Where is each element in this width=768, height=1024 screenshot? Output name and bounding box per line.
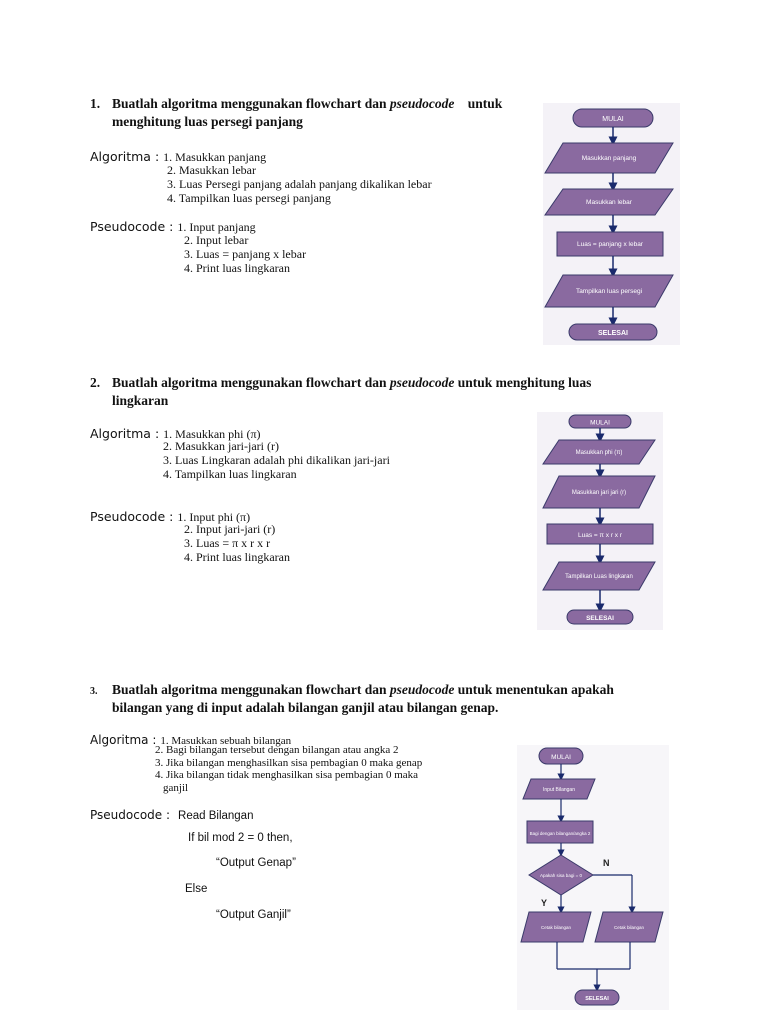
q1-pseudocode-label: Pseudocode [90,219,166,234]
q1-fc-end-label: SELESAI [598,330,628,337]
q3-algo-step-4: 4. Jika bilangan tidak menghasilkan sisa pembagian 0 maka [155,769,419,781]
q3-fc-decision-label: Apakah sisa bagi = 0 [540,873,582,878]
q2-pseudo-step-3: 3. Luas = π x r x r [184,536,271,550]
q3-title-b: untuk menentukan apakah [457,682,614,697]
q3-fc-input-label: Input Bilangan [543,787,575,793]
q3-pseudo-line-2: If bil mod 2 = 0 then, [188,832,293,844]
q1-fc-input2 [545,189,673,215]
q1-fc-input1 [545,143,673,173]
q2-pseudocode: Pseudocode : 1. Input phi (π) [90,509,251,524]
q3-algo-step-4-cont: ganjil [163,781,189,794]
q3-pseudo-line-1: Read Bilangan [178,810,254,822]
q2-fc-output-label: Tampilkan Luas lingkaran [565,574,633,580]
q3-fc-process [527,821,593,843]
q3-flowchart [517,745,669,1010]
q3-fc-process-label: Bagi dengan bilangan/angka 2 [529,831,591,836]
q2-pseudo-steps [184,522,290,564]
q3-pseudo-line-3: “Output Genap” [216,857,296,869]
q1-fc-input2-label: Masukkan lebar [586,199,632,206]
q3-fc-no-label: N [603,858,610,868]
q1-algo-step-1: 1. Masukkan panjang [163,150,267,164]
q3-pseudo-line-5: “Output Ganjil” [216,909,291,921]
q3-algoritma-label: Algoritma [90,733,149,747]
q3-title-line2: bilangan yang di input adalah bilangan ganjil atau bilangan genap. [112,700,499,715]
q2-fc-input2 [543,476,655,508]
q1-fc-output-label: Tampilkan luas persegi [575,288,643,295]
q1-title-em: pseudocode [389,96,455,111]
q2-pseudo-step-1: 1. Input phi (π) [177,510,251,524]
q3-fc-output-no [595,912,663,942]
q3-fc-input [523,779,595,799]
q2-fc-start [569,415,631,428]
q2-fc-input2-label: Masukkan jari jari (r) [571,490,627,496]
q3-fc-end-label: SELESAI [585,996,609,1002]
q2-title-a: Buatlah algoritma menggunakan flowchart dan [112,375,387,390]
q2-fc-end-label: SELESAI [586,615,614,622]
q3-number: 3. [90,686,98,697]
q1-pseudo-step-2: 2. Input lebar [184,233,249,247]
q2-title-b: untuk menghitung luas [457,375,592,390]
q3-algo-steps [155,744,422,794]
q1-title-b: untuk [467,96,503,111]
q3-fc-output-yes-label: Cetak bilangan [540,925,572,930]
q2-title-em: pseudocode [389,375,455,390]
q3-title-a: Buatlah algoritma menggunakan flowchart dan [112,682,387,697]
q2-pseudo-step-2: 2. Input jari-jari (r) [184,522,276,536]
q2-title-line2: lingkaran [112,393,169,408]
q3-title-em: pseudocode [389,682,455,697]
q1-fc-start-label: MULAI [602,116,624,123]
q2-fc-end [567,610,633,624]
q2-algoritma: Algoritma : 1. Masukkan phi (π) [90,426,261,441]
q2-title [90,374,670,414]
q1-pseudo-step-4: 4. Print luas lingkaran [184,261,290,275]
q3-pseudo-line-4: Else [185,883,208,895]
q1-algo-step-3: 3. Luas Persegi panjang adalah panjang dikalikan lebar [167,177,432,191]
q2-fc-output [543,562,655,590]
q2-fc-process-label: Luas = π x r x r [577,532,623,539]
q1-algoritma-label: Algoritma [90,149,151,164]
q1-algoritma: Algoritma : 1. Masukkan panjang [90,149,267,164]
q3-fc-end [575,990,619,1005]
q3-algo-step-3: 3. Jika bilangan menghasilkan sisa pembagian 0 maka genap [155,756,423,769]
q2-fc-input1-label: Masukkan phi (π) [575,450,623,456]
q1-fc-start [573,109,653,127]
q1-title [90,95,620,135]
q3-fc-start-label: MULAI [551,754,571,761]
q1-algo-step-4: 4. Tampilkan luas persegi panjang [167,191,331,205]
q2-algo-steps [163,439,390,481]
q3-algo-step-2: 2. Bagi bilangan tersebut dengan bilangan atau angka 2 [155,744,399,756]
q2-algo-step-2: 2. Masukkan jari-jari (r) [163,439,279,453]
q1-pseudo-step-1: 1. Input panjang [177,220,256,234]
q1-title-line2: menghitung luas persegi panjang [112,114,303,129]
q1-pseudo-steps [184,233,306,275]
q2-flowchart [537,412,663,630]
q1-pseudo-step-3: 3. Luas = panjang x lebar [184,247,307,261]
q2-algo-step-4: 4. Tampilkan luas lingkaran [163,467,297,481]
q1-flowchart [543,103,680,345]
q2-pseudo-step-4: 4. Print luas lingkaran [184,550,290,564]
q3-pseudocode: Pseudocode : Read Bilangan [90,808,254,822]
q2-algoritma-label: Algoritma [90,426,151,441]
q2-fc-start-label: MULAI [590,419,610,427]
q2-algo-step-3: 3. Luas Lingkaran adalah phi dikalikan jari-jari [163,453,390,467]
q1-pseudocode: Pseudocode : 1. Input panjang [90,219,256,234]
q3-algo-step-1: 1. Masukkan sebuah bilangan [160,735,292,747]
q3-fc-output-yes [521,912,591,942]
q3-pseudocode-label: Pseudocode [90,808,163,822]
q1-algo-steps [167,163,432,205]
q2-algo-step-1: 1. Masukkan phi (π) [163,427,261,441]
q3-fc-yes-label: Y [541,898,548,908]
q1-fc-input1-label: Masukkan panjang [581,155,637,162]
q1-fc-output [545,275,673,307]
q1-fc-process-label: Luas = panjang x lebar [577,241,643,248]
q2-fc-process [547,524,653,544]
q3-fc-start [539,748,583,764]
q2-number: 2. [90,375,101,390]
q3-title [90,681,690,721]
q1-algo-step-2: 2. Masukkan lebar [167,163,256,177]
q3-algoritma: Algoritma : 1. Masukkan sebuah bilangan [90,733,292,747]
q1-number: 1. [90,96,101,111]
q2-fc-input1 [543,440,655,464]
q1-fc-end [569,324,657,340]
q1-title-a: Buatlah algoritma menggunakan flowchart dan [112,96,387,111]
q3-fc-output-no-label: Cetak bilangan [613,925,645,930]
q1-fc-process [557,232,663,256]
q2-pseudocode-label: Pseudocode [90,509,166,524]
